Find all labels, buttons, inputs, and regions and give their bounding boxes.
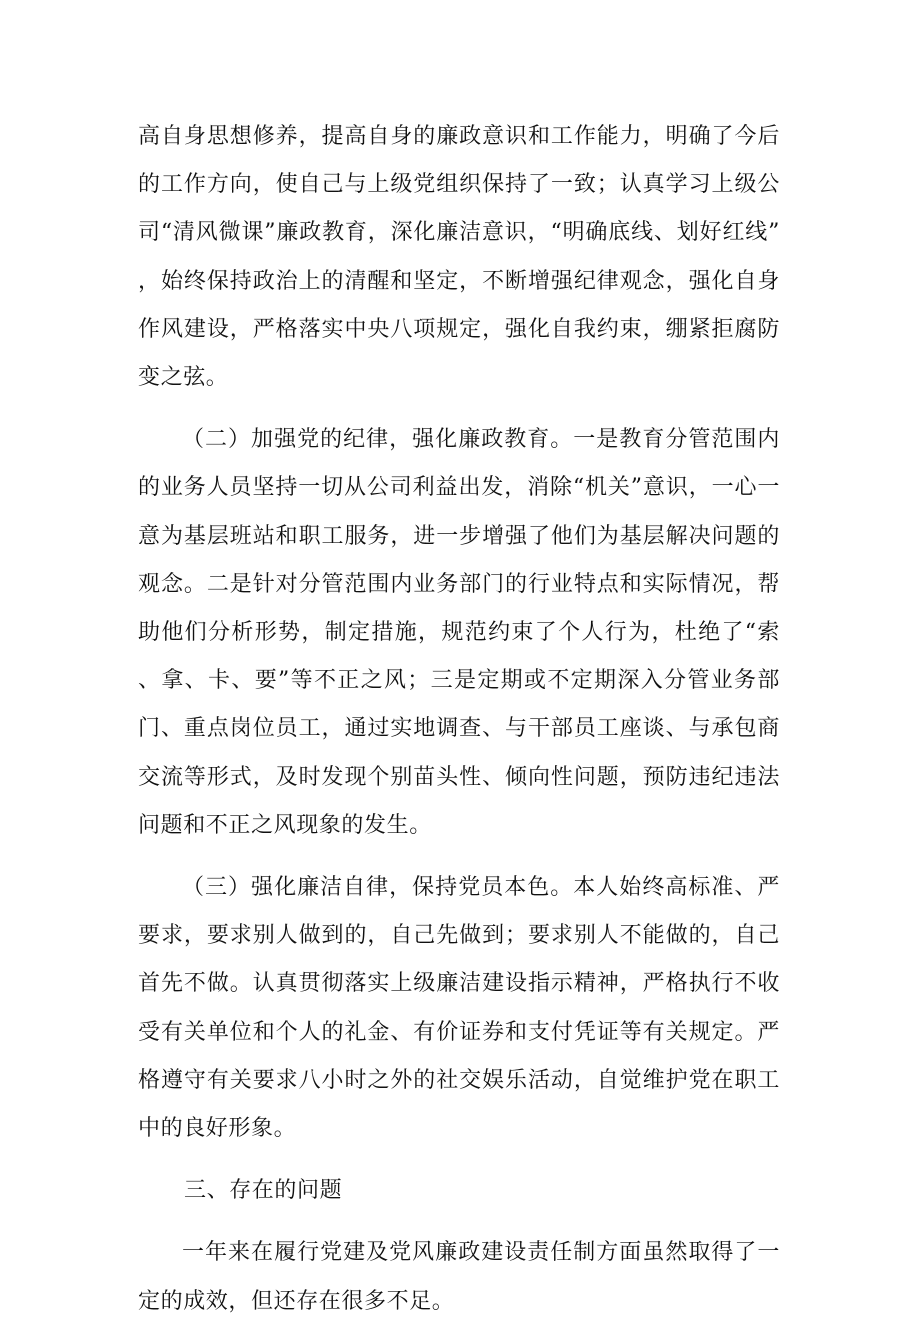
paragraph-gap bbox=[138, 850, 780, 864]
paragraph-integrity: （三）强化廉洁自律，保持党员本色。本人始终高标准、严要求，要求别人做到的，自己先做到；要求别人不能做的，自己首先不做。认真贯彻落实上级廉洁建设指示精神，严格执行不收受有关单位和个人的礼金、有价证券和支付凭证等有关规定。严格遵守有关要求八小时之外的社交娱乐活动，自觉维护党在职工中的良好形象。 bbox=[138, 875, 780, 1142]
paragraph-shortcomings: 一年来在履行党建及党风廉政建设责任制方面虽然取得了一定的成效，但还存在很多不足。 bbox=[138, 1240, 780, 1314]
paragraph-continuation: 高自身思想修养，提高自身的廉政意识和工作能力，明确了今后的工作方向，使自己与上级党组织保持了一致；认真学习上级公司“清风微课”廉政教育，深化廉洁意识，“明确底线、划好红线”，始终保持政治上的清醒和坚定，不断增强纪律观念，强化自身作风建设，严格落实中央八项规定，强化自我约束，绷紧拒腐防变之弦。 bbox=[138, 124, 780, 391]
paragraph-gap bbox=[138, 1153, 780, 1167]
section-heading-problems: 三、存在的问题 bbox=[184, 1178, 343, 1204]
document-body bbox=[138, 113, 780, 1326]
paragraph-gap bbox=[138, 1215, 780, 1229]
paragraph-gap bbox=[138, 402, 780, 416]
paragraph-party-discipline: （二）加强党的纪律，强化廉政教育。一是教育分管范围内的业务人员坚持一切从公司利益出发，消除“机关”意识，一心一意为基层班站和职工服务，进一步增强了他们为基层解决问题的观念。二是针对分管范围内业务部门的行业特点和实际情况，帮助他们分析形势，制定措施，规范约束了个人行为，杜绝了“索、拿、卡、要”等不正之风；三是定期或不定期深入分管业务部门、重点岗位员工，通过实地调查、与干部员工座谈、与承包商交流等形式，及时发现个别苗头性、倾向性问题，预防违纪违法问题和不正之风现象的发生。 bbox=[138, 427, 780, 838]
